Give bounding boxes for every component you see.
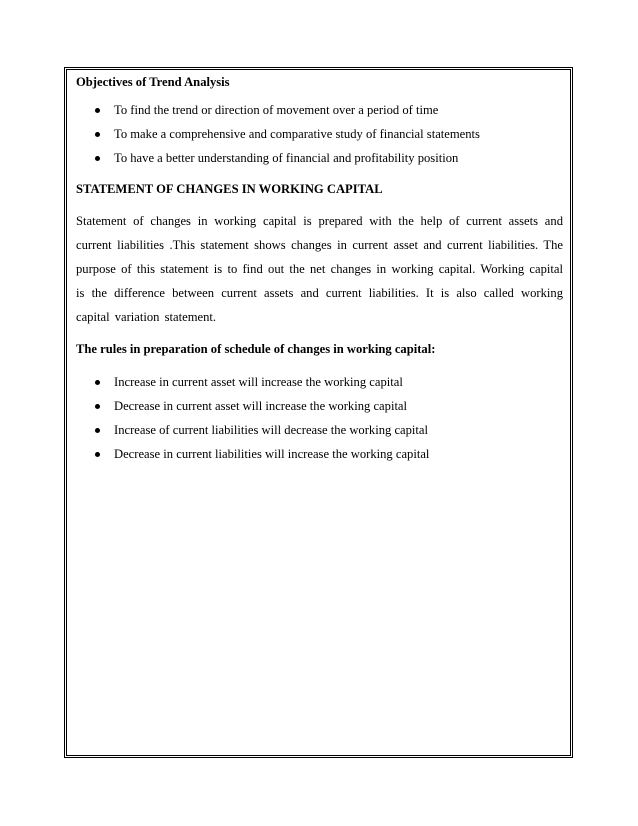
trend-analysis-heading: Objectives of Trend Analysis — [76, 75, 230, 89]
list-item — [76, 122, 563, 146]
bullet-icon — [95, 452, 100, 457]
list-item — [76, 394, 563, 418]
bullet-icon — [95, 428, 100, 433]
list-item-text: Decrease in current liabilities will increase the working capital — [114, 447, 430, 461]
rules-heading: The rules in preparation of schedule of changes in working capital: — [76, 342, 436, 356]
working-capital-heading: STATEMENT OF CHANGES IN WORKING CAPITAL — [76, 182, 383, 196]
list-item — [76, 442, 563, 466]
list-item-text: To have a better understanding of financial and profitability position — [114, 151, 459, 165]
list-item-text: To make a comprehensive and comparative study of financial statements — [114, 127, 480, 141]
bullet-icon — [95, 404, 100, 409]
bullet-icon — [95, 132, 100, 137]
list-item — [76, 146, 563, 170]
document-content — [76, 72, 563, 466]
list-item — [76, 98, 563, 122]
list-item-text: Increase of current liabilities will decrease the working capital — [114, 423, 429, 437]
list-item — [76, 370, 563, 394]
rules-list — [76, 370, 563, 466]
working-capital-paragraph: Statement of changes in working capital is prepared with the help of current assets and current liabilities .This statement shows changes in current asset and current liabilities. The purpose of this statement is to find out the net changes in working capital. Working capital is the difference between current assets and current liabilities. It is also called working capital variation statement. — [76, 214, 563, 324]
list-item-text: To find the trend or direction of movement over a period of time — [114, 103, 439, 117]
list-item — [76, 418, 563, 442]
trend-objectives-list — [76, 98, 563, 170]
bullet-icon — [95, 156, 100, 161]
list-item-text: Increase in current asset will increase the working capital — [114, 375, 403, 389]
bullet-icon — [95, 380, 100, 385]
bullet-icon — [95, 108, 100, 113]
list-item-text: Decrease in current asset will increase the working capital — [114, 399, 408, 413]
